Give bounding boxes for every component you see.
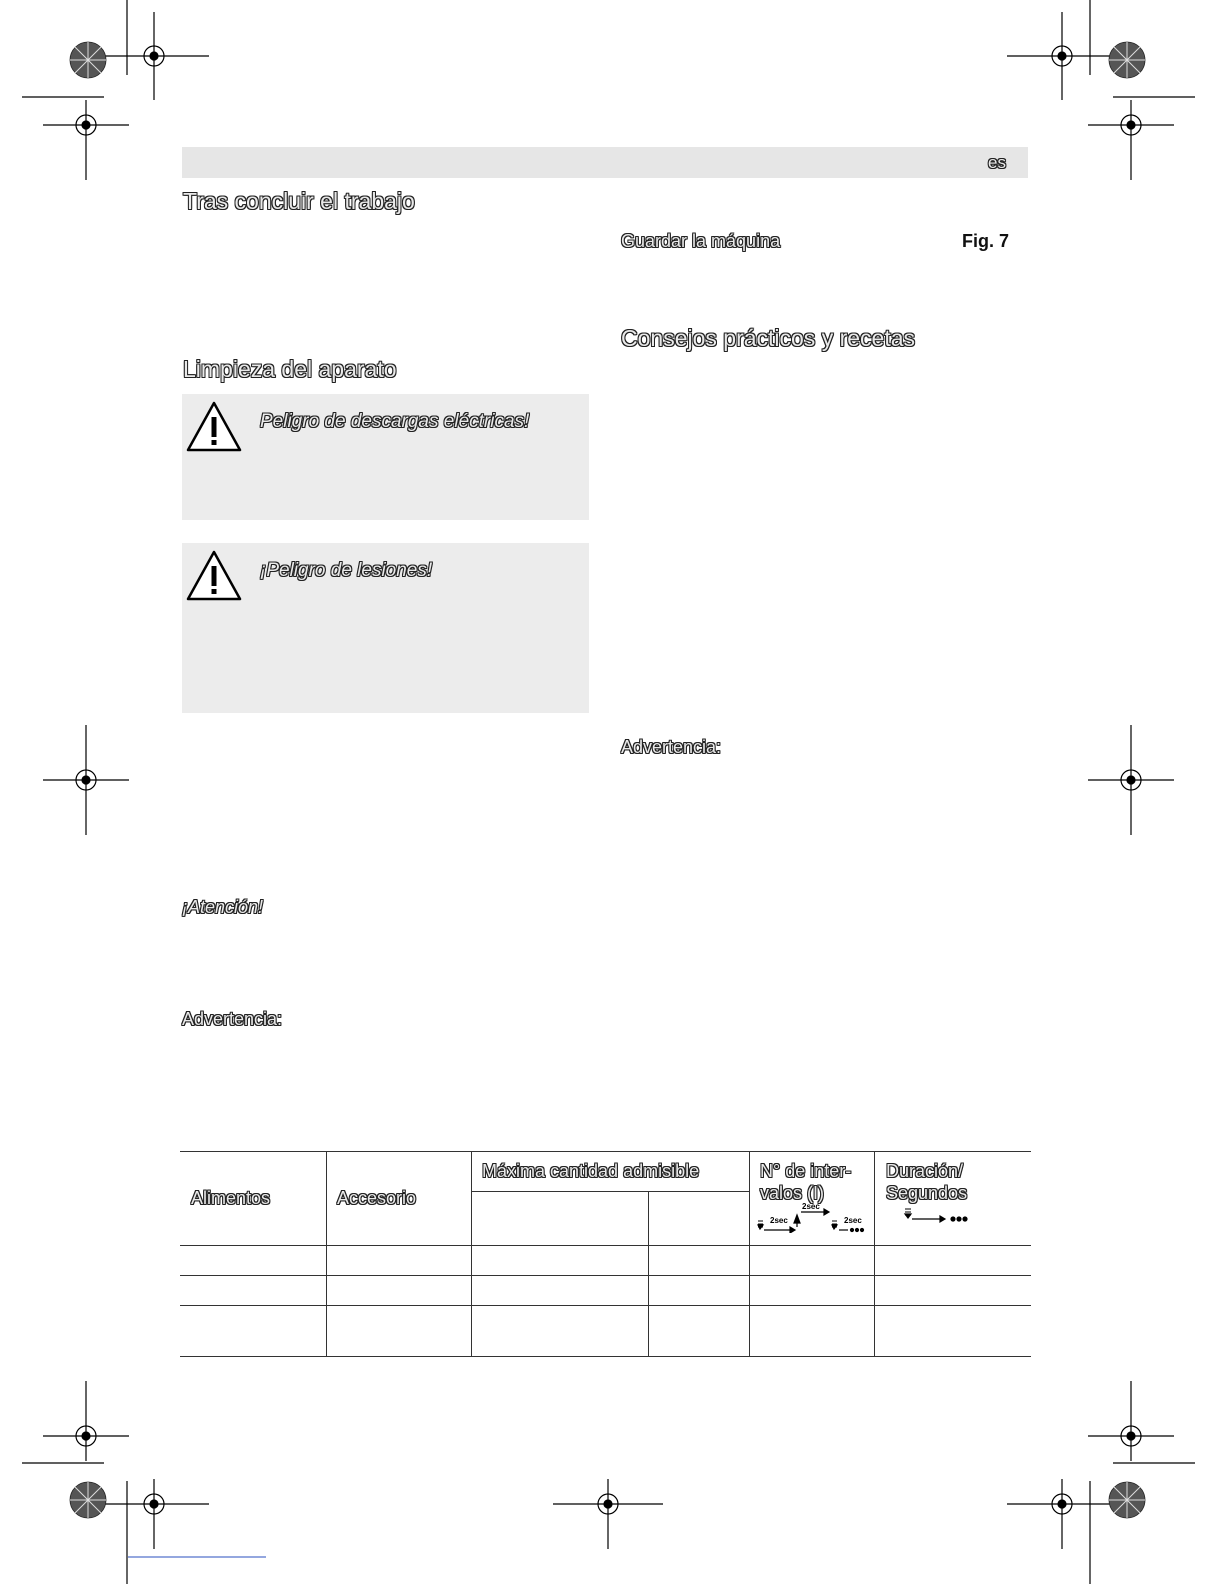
after-work-title: Tras concluir el trabajo bbox=[183, 188, 415, 214]
table-rule bbox=[180, 1305, 1031, 1306]
table-rule bbox=[180, 1151, 1031, 1152]
col-header-duration: Duración/ Segundos bbox=[886, 1161, 968, 1203]
col-header-accessory: Accesorio bbox=[337, 1188, 417, 1208]
table-divider bbox=[648, 1191, 649, 1357]
duration-icon bbox=[902, 1207, 972, 1227]
col-header-intervals: N° de inter- valos (I) bbox=[760, 1161, 852, 1203]
table-rule bbox=[180, 1275, 1031, 1276]
warning-electric-text: Peligro de descargas eléctricas! bbox=[260, 411, 530, 432]
warning-triangle-icon bbox=[186, 549, 242, 601]
table-rule bbox=[471, 1191, 749, 1192]
tips-title: Consejos prácticos y recetas bbox=[621, 325, 916, 351]
header-bar bbox=[182, 147, 1028, 178]
store-title: Guardar la máquina bbox=[621, 231, 781, 251]
warning-triangle-icon bbox=[186, 400, 242, 452]
warning-injury-text: ¡Peligro de lesiones! bbox=[260, 560, 433, 581]
note-label-right: Advertencia: bbox=[621, 737, 722, 757]
pulse-label: 2sec bbox=[844, 1216, 862, 1225]
warning-box-electric bbox=[182, 394, 589, 520]
note-label-left: Advertencia: bbox=[182, 1009, 283, 1029]
table-divider bbox=[471, 1151, 472, 1357]
table-rule bbox=[180, 1245, 1031, 1246]
language-label: es bbox=[988, 153, 1006, 172]
attention-label: ¡Atención! bbox=[182, 897, 264, 917]
warning-box-injury bbox=[182, 543, 589, 713]
table-rule bbox=[180, 1356, 1031, 1357]
col-header-max-quantity: Máxima cantidad admisible bbox=[482, 1161, 700, 1181]
table-divider bbox=[874, 1151, 875, 1357]
pulse-interval-icon bbox=[756, 1203, 868, 1233]
pulse-label: 2sec bbox=[770, 1216, 788, 1225]
pulse-label: 2sec bbox=[802, 1203, 820, 1211]
col-header-food: Alimentos bbox=[191, 1188, 271, 1208]
recipe-table bbox=[180, 1151, 1031, 1357]
table-divider bbox=[326, 1151, 327, 1357]
table-divider bbox=[749, 1151, 750, 1357]
cleaning-title: Limpieza del aparato bbox=[183, 356, 397, 382]
store-fig-ref: Fig. 7 bbox=[962, 231, 1010, 251]
